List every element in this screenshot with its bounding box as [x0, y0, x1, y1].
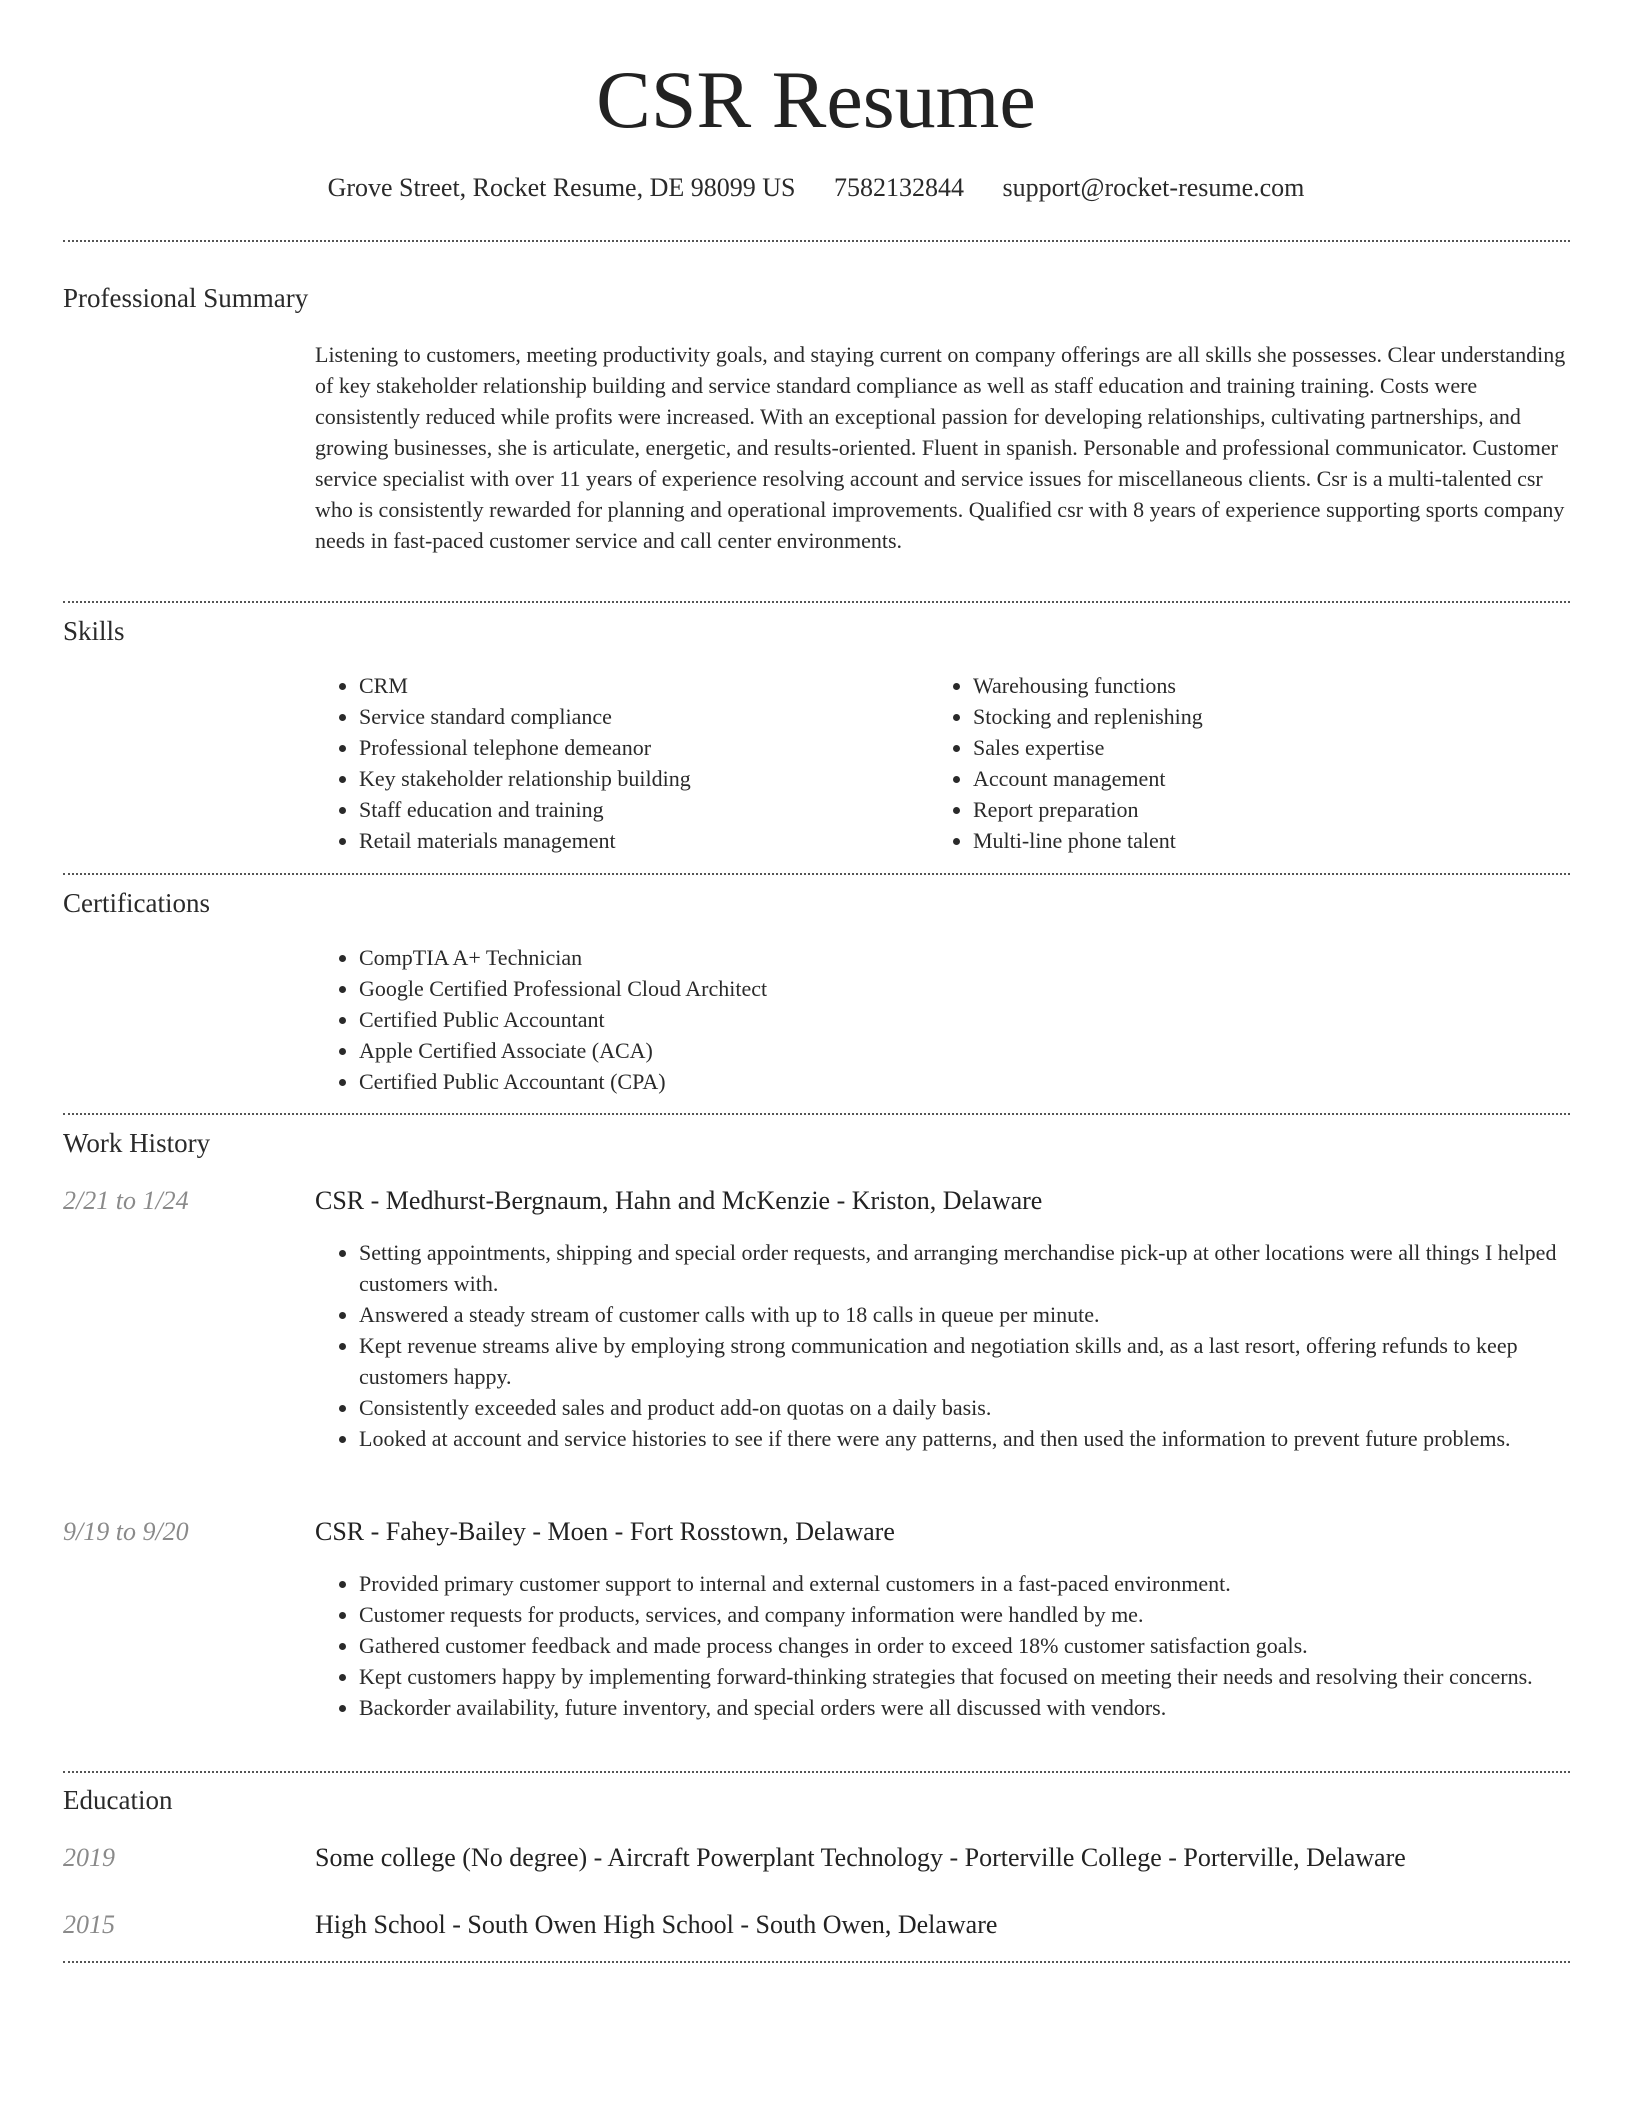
contact-email: support@rocket-resume.com [1002, 173, 1305, 202]
job-bullet: • Answered a steady stream of customer calls with up to 18 calls in queue per minute. [359, 1299, 1575, 1330]
divider [63, 240, 1570, 242]
job-bullet: • Consistently exceeded sales and product add-on quotas on a daily basis. [359, 1392, 1575, 1423]
skill-item: • Key stakeholder relationship building [359, 763, 919, 794]
skill-item: • Sales expertise [973, 732, 1573, 763]
job-title: CSR - Medhurst-Bergnaum, Hahn and McKenzie - Kriston, Delaware [315, 1186, 1043, 1215]
divider [63, 1771, 1570, 1773]
job-bullet: • Customer requests for products, services, and company information were handled by me. [359, 1599, 1575, 1630]
education-year: 2019 [63, 1843, 115, 1872]
job-dates: 9/19 to 9/20 [63, 1517, 189, 1546]
skills-list-right [929, 670, 1573, 856]
divider [63, 1961, 1570, 1963]
job-bullet: • Backorder availability, future inventory, and special orders were all discussed with vendors. [359, 1692, 1575, 1723]
job-bullet: • Kept revenue streams alive by employing strong communication and negotiation skills and, as a last resort, offering refunds to keep customers happy. [359, 1330, 1575, 1392]
education-entry: High School - South Owen High School - South Owen, Delaware [315, 1910, 998, 1939]
skill-item: • Report preparation [973, 794, 1573, 825]
divider [63, 1113, 1570, 1115]
job-bullet: • Provided primary customer support to internal and external customers in a fast-paced environment. [359, 1568, 1575, 1599]
job-title: CSR - Fahey-Bailey - Moen - Fort Rosstown, Delaware [315, 1517, 895, 1546]
contact-address: Grove Street, Rocket Resume, DE 98099 US [327, 173, 796, 202]
skill-item: • Service standard compliance [359, 701, 919, 732]
summary-heading: Professional Summary [63, 283, 309, 313]
education-year: 2015 [63, 1910, 115, 1939]
contact-phone: 7582132844 [834, 173, 964, 202]
skill-item: • Warehousing functions [973, 670, 1573, 701]
certifications-heading: Certifications [63, 888, 210, 918]
skills-heading: Skills [63, 616, 125, 646]
skill-item: • CRM [359, 670, 919, 701]
job-bullet: • Setting appointments, shipping and special order requests, and arranging merchandise pick-up at other locations were all things I helped customers with. [359, 1237, 1575, 1299]
divider [63, 873, 1570, 875]
certification-item: • CompTIA A+ Technician [359, 942, 1559, 973]
certification-item: • Google Certified Professional Cloud Architect [359, 973, 1559, 1004]
job-bullets [315, 1568, 1575, 1723]
skill-item: • Account management [973, 763, 1573, 794]
skill-item: • Stocking and replenishing [973, 701, 1573, 732]
certifications-list [315, 942, 1559, 1097]
job-bullet: • Looked at account and service histories to see if there were any patterns, and then used the information to prevent future problems. [359, 1423, 1575, 1454]
skill-item: • Staff education and training [359, 794, 919, 825]
skill-item: • Multi-line phone talent [973, 825, 1573, 856]
certification-item: • Certified Public Accountant [359, 1004, 1559, 1035]
skills-list-left [315, 670, 919, 856]
skill-item: • Retail materials management [359, 825, 919, 856]
summary-text: Listening to customers, meeting productivity goals, and staying current on company offerings are all skills she possesses. Clear understanding of key stakeholder relationship building and service standard compliance as well as staff education and training training. Costs were consistently reduced while profits were increased. With an exceptional passion for developing relationships, cultivating partnerships, and growing businesses, she is articulate, energetic, and results-oriented. Fluent in spanish. Personable and professional communicator. Customer service specialist with over 11 years of experience resolving account and service issues for miscellaneous clients. Csr is a multi-talented csr who is consistently rewarded for planning and operational improvements. Qualified csr with 8 years of experience supporting sports company needs in fast-paced customer service and call center environments. [315, 342, 1566, 553]
education-heading: Education [63, 1785, 173, 1815]
divider [63, 601, 1570, 603]
job-dates: 2/21 to 1/24 [63, 1186, 189, 1215]
education-entry: Some college (No degree) - Aircraft Powerplant Technology - Porterville College - Porterville, Delaware [315, 1843, 1406, 1872]
job-bullet: • Gathered customer feedback and made process changes in order to exceed 18% customer satisfaction goals. [359, 1630, 1575, 1661]
certification-item: • Apple Certified Associate (ACA) [359, 1035, 1559, 1066]
skill-item: • Professional telephone demeanor [359, 732, 919, 763]
job-bullet: • Kept customers happy by implementing forward-thinking strategies that focused on meeting their needs and resolving their concerns. [359, 1661, 1575, 1692]
resume-title: CSR Resume [596, 54, 1036, 145]
work-heading: Work History [63, 1128, 211, 1158]
contact-line [0, 170, 1632, 206]
job-bullets [315, 1237, 1575, 1454]
certification-item: • Certified Public Accountant (CPA) [359, 1066, 1559, 1097]
